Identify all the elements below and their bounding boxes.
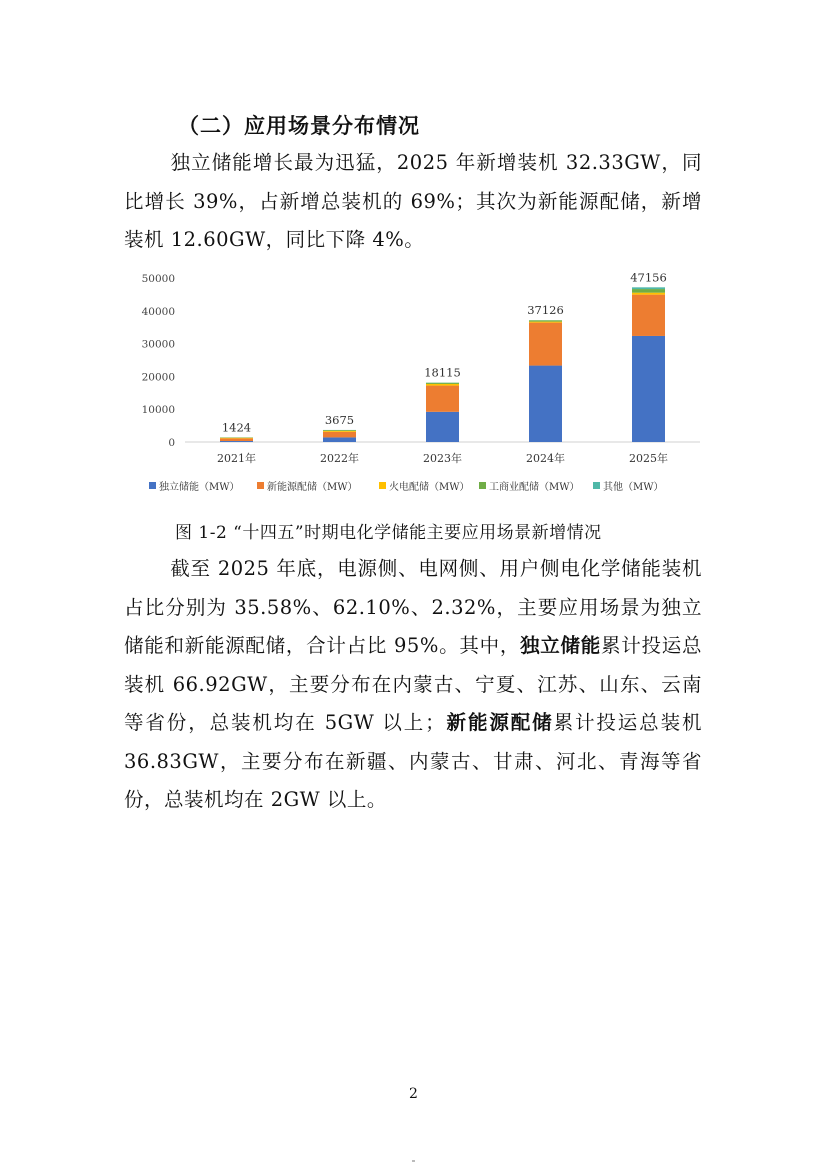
- y-tick-label: 40000: [141, 305, 175, 318]
- legend-label: 独立储能（MW）: [159, 482, 240, 493]
- bottom-mark: [412, 1160, 415, 1162]
- figure-caption: 图 1-2 “十四五”时期电化学储能主要应用场景新增情况: [175, 523, 602, 543]
- stacked-bar-chart: [125, 268, 715, 508]
- bar-segment: [220, 441, 253, 442]
- bar-segment: [632, 293, 665, 295]
- bar-segment: [426, 386, 459, 412]
- x-tick-label: 2023年: [423, 452, 462, 465]
- legend-label: 火电配储（MW）: [389, 482, 470, 493]
- legend-swatch: [149, 482, 156, 489]
- bar-segment: [323, 431, 356, 432]
- paragraph-text: 独立储能增长最为迅猛，2025 年新增装机 32.33GW，同比增长 39%，占新增总装机的 69%；其次为新能源配储，新增装机 12.60GW，同比下降 4%。: [124, 151, 702, 251]
- bar-segment: [220, 438, 253, 439]
- total-data-label: 37126: [527, 303, 564, 318]
- bold-term-renewable-storage: 新能源配储: [445, 711, 554, 734]
- page-number: 2: [409, 1086, 418, 1102]
- total-data-label: 3675: [324, 412, 355, 427]
- bar-segment: [220, 438, 253, 441]
- chart-svg: [125, 268, 715, 508]
- total-data-label: 1424: [221, 420, 252, 435]
- bar-segment: [632, 336, 665, 442]
- total-data-label: 47156: [630, 270, 667, 285]
- section-heading: （二）应用场景分布情况: [178, 114, 420, 138]
- legend-label: 新能源配储（MW）: [267, 482, 358, 493]
- legend-swatch: [257, 482, 264, 489]
- x-tick-label: 2024年: [526, 452, 565, 465]
- bar-segment: [529, 322, 562, 323]
- x-tick-label: 2025年: [629, 452, 668, 465]
- legend-swatch: [379, 482, 386, 489]
- legend-swatch: [479, 482, 486, 489]
- bar-segment: [426, 384, 459, 386]
- bold-term-independent-storage: 独立储能: [520, 634, 602, 657]
- bar-segment: [323, 437, 356, 442]
- total-data-label: 18115: [424, 365, 461, 380]
- bar-segment: [426, 412, 459, 442]
- paragraph-text-part3: 累计投运总装机 36.83GW，主要分布在新疆、内蒙古、甘肃、河北、青海等省份，总装机均在 2GW 以上。: [124, 711, 702, 811]
- legend-label: 工商业配储（MW）: [489, 482, 580, 493]
- bar-segment: [632, 287, 665, 289]
- paragraph-text-part1: 截至 2025 年底，电源侧、电网侧、用户侧电化学储能装机占比分别为 35.58%、62.10%、2.32%，主要应用场景为独立储能和新能源配储，合计占比 95%。其中，: [124, 557, 702, 657]
- bar-segment: [529, 323, 562, 366]
- bar-segment: [426, 383, 459, 384]
- paragraph-installation-share: [124, 550, 702, 820]
- y-tick-label: 50000: [141, 273, 175, 285]
- y-tick-label: 10000: [141, 404, 175, 417]
- bar-segment: [323, 430, 356, 431]
- legend-swatch: [593, 482, 600, 489]
- legend-label: 其他（MW）: [603, 482, 664, 493]
- bar-segment: [632, 289, 665, 293]
- paragraph-text-part2: 累计投运总装机 66.92GW，主要分布在内蒙古、宁夏、江苏、山东、云南等省份，总装机均在 5GW 以上；: [124, 634, 702, 734]
- paragraph-independent-storage-growth: [124, 144, 702, 260]
- bar-segment: [529, 320, 562, 321]
- y-tick-label: 0: [168, 437, 175, 449]
- y-tick-label: 30000: [141, 338, 175, 351]
- x-tick-label: 2021年: [217, 452, 256, 465]
- bar-segment: [323, 432, 356, 438]
- y-tick-label: 20000: [141, 371, 175, 384]
- bar-segment: [529, 366, 562, 442]
- x-tick-label: 2022年: [320, 452, 359, 465]
- bar-segment: [632, 295, 665, 336]
